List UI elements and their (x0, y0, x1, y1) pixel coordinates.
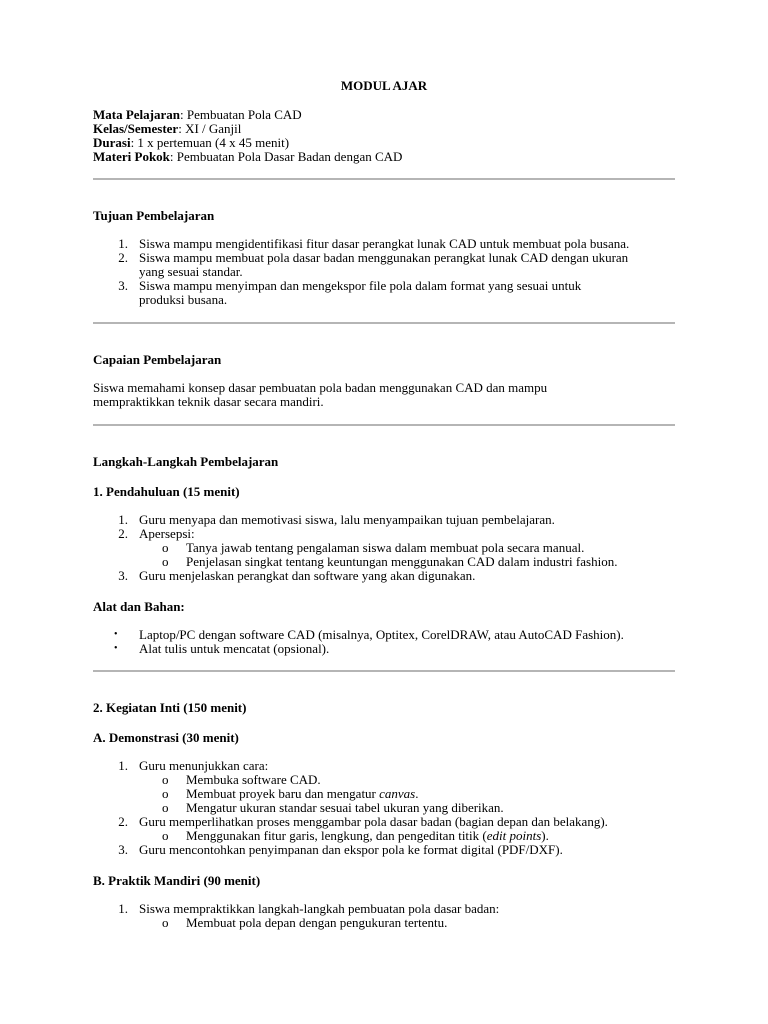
divider (93, 670, 675, 672)
list-text: Membuat pola depan dengan pengukuran tertentu. (186, 915, 448, 930)
circle-bullet-icon: o (162, 800, 169, 815)
list-text: produksi busana. (139, 292, 228, 307)
meta-value: : 1 x pertemuan (4 x 45 menit) (130, 135, 290, 150)
divider (93, 424, 675, 426)
list-text: Guru menyapa dan memotivasi siswa, lalu menyampaikan tujuan pembelajaran. (139, 512, 555, 527)
list-text-group (186, 829, 549, 843)
list-text: Alat tulis untuk mencatat (opsional). (139, 641, 330, 656)
list-text: Siswa mampu membuat pola dasar badan menggunakan perangkat lunak CAD dengan ukuran (139, 250, 629, 265)
sub-list-item (0, 541, 768, 555)
sub-list-item (0, 773, 768, 787)
document-title: MODUL AJAR (340, 78, 428, 93)
list-number: 1. (118, 236, 128, 251)
list-item (0, 569, 768, 583)
list-item (0, 843, 768, 857)
list-text: Penjelasan singkat tentang keuntungan menggunakan CAD dalam industri fashion. (186, 554, 618, 569)
list-text-suffix: ). (541, 828, 549, 843)
meta-value: : Pembuatan Pola Dasar Badan dengan CAD (169, 149, 403, 164)
circle-bullet-icon: o (162, 772, 169, 787)
italic-term: canvas (379, 786, 416, 801)
meta-kelas (93, 122, 241, 136)
list-item (0, 279, 768, 293)
bullet-icon: • (114, 643, 118, 654)
list-text: yang sesuai standar. (139, 264, 243, 279)
list-text: Menggunakan fitur garis, lengkung, dan pengeditan titik ( (186, 828, 487, 843)
italic-term: edit points (486, 828, 542, 843)
subheading-demonstrasi: A. Demonstrasi (30 menit) (93, 730, 239, 745)
circle-bullet-icon: o (162, 540, 169, 555)
list-item-continuation (0, 265, 768, 279)
list-item (0, 527, 768, 541)
subheading-alat: Alat dan Bahan: (93, 599, 185, 614)
circle-bullet-icon: o (162, 915, 169, 930)
list-number: 3. (118, 842, 128, 857)
list-text: Laptop/PC dengan software CAD (misalnya, Optitex, CorelDRAW, atau AutoCAD Fashion). (139, 627, 624, 642)
list-text: Siswa mempraktikkan langkah-langkah pembuatan pola dasar badan: (139, 901, 500, 916)
paragraph-line: mempraktikkan teknik dasar secara mandiri. (93, 394, 324, 409)
sub-list-item (0, 555, 768, 569)
list-item (0, 513, 768, 527)
list-number: 1. (118, 901, 128, 916)
list-item (0, 251, 768, 265)
list-text: Membuat proyek baru dan mengatur (186, 786, 380, 801)
bullet-icon: • (114, 629, 118, 640)
list-text: Guru menjelaskan perangkat dan software yang akan digunakan. (139, 568, 476, 583)
meta-value: : Pembuatan Pola CAD (180, 107, 302, 122)
divider (93, 178, 675, 180)
list-text: Tanya jawab tentang pengalaman siswa dalam membuat pola secara manual. (186, 540, 585, 555)
list-item-continuation (0, 293, 768, 307)
bullet-item (0, 642, 768, 656)
list-text: Guru memperlihatkan proses menggambar pola dasar badan (bagian depan dan belakang). (139, 814, 608, 829)
meta-label: Kelas/Semester (93, 121, 179, 136)
circle-bullet-icon: o (162, 786, 169, 801)
list-text: Guru mencontohkan penyimpanan dan ekspor pola ke format digital (PDF/DXF). (139, 842, 563, 857)
meta-value: : XI / Ganjil (178, 121, 242, 136)
list-number: 1. (118, 512, 128, 527)
circle-bullet-icon: o (162, 554, 169, 569)
meta-label: Durasi (93, 135, 131, 150)
meta-materi (93, 150, 402, 164)
list-item (0, 237, 768, 251)
list-number: 1. (118, 758, 128, 773)
list-text: Apersepsi: (139, 526, 195, 541)
sub-list-item (0, 916, 768, 930)
section-heading-capaian: Capaian Pembelajaran (93, 352, 222, 367)
list-number: 3. (118, 278, 128, 293)
divider (93, 322, 675, 324)
circle-bullet-icon: o (162, 828, 169, 843)
list-text: Siswa mampu mengidentifikasi fitur dasar perangkat lunak CAD untuk membuat pola busana. (139, 236, 630, 251)
meta-mata-pelajaran (93, 108, 302, 122)
list-number: 2. (118, 814, 128, 829)
list-item (0, 759, 768, 773)
subheading-praktik-mandiri: B. Praktik Mandiri (90 menit) (93, 873, 261, 888)
list-text: Membuka software CAD. (186, 772, 321, 787)
sub-list-item (0, 787, 768, 801)
list-text-suffix: . (415, 786, 419, 801)
subheading-pendahuluan: 1. Pendahuluan (15 menit) (93, 484, 240, 499)
list-text: Siswa mampu menyimpan dan mengekspor file pola dalam format yang sesuai untuk (139, 278, 582, 293)
subheading-kegiatan-inti: 2. Kegiatan Inti (150 menit) (93, 700, 247, 715)
sub-list-item (0, 829, 768, 843)
meta-label: Mata Pelajaran (93, 107, 181, 122)
section-heading-langkah: Langkah-Langkah Pembelajaran (93, 454, 279, 469)
meta-durasi (93, 136, 289, 150)
list-number: 3. (118, 568, 128, 583)
paragraph-line: Siswa memahami konsep dasar pembuatan pola badan menggunakan CAD dan mampu (93, 380, 548, 395)
list-text-group (186, 787, 419, 801)
bullet-item (0, 628, 768, 642)
sub-list-item (0, 801, 768, 815)
list-text: Guru menunjukkan cara: (139, 758, 269, 773)
list-number: 2. (118, 250, 128, 265)
section-heading-tujuan: Tujuan Pembelajaran (93, 208, 215, 223)
list-number: 2. (118, 526, 128, 541)
list-text: Mengatur ukuran standar sesuai tabel ukuran yang diberikan. (186, 800, 504, 815)
list-item (0, 815, 768, 829)
meta-label: Materi Pokok (93, 149, 170, 164)
list-item (0, 902, 768, 916)
